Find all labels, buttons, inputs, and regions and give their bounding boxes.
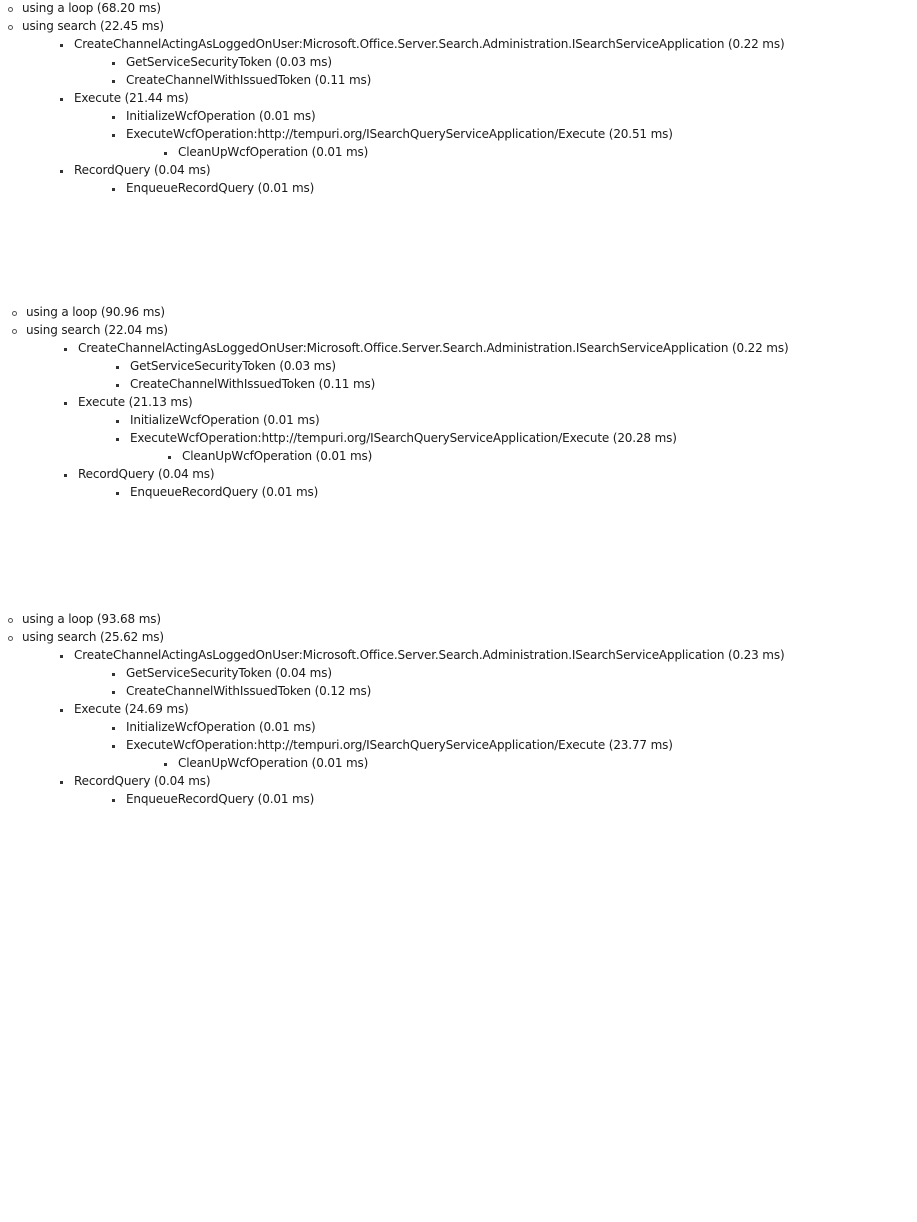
square-bullet-icon	[64, 474, 67, 477]
square-bullet-icon	[60, 44, 63, 47]
get-token-timing-label: GetServiceSecurityToken (0.04 ms)	[126, 666, 332, 680]
square-bullet-icon	[116, 492, 119, 495]
square-bullet-icon	[112, 727, 115, 730]
square-bullet-icon	[60, 98, 63, 101]
square-bullet-icon	[112, 799, 115, 802]
cleanup-timing-label: CleanUpWcfOperation (0.01 ms)	[178, 145, 369, 159]
square-bullet-icon	[164, 152, 167, 155]
execute-wcf-timing-label: ExecuteWcfOperation:http://tempuri.org/ISearchQueryServiceApplication/Execute (20.28 ms)	[130, 431, 677, 445]
execute-wcf-timing-label: ExecuteWcfOperation:http://tempuri.org/ISearchQueryServiceApplication/Execute (20.51 ms)	[126, 127, 673, 141]
cleanup-timing-label: CleanUpWcfOperation (0.01 ms)	[182, 449, 373, 463]
record-query-timing-label: RecordQuery (0.04 ms)	[74, 774, 211, 788]
square-bullet-icon	[112, 80, 115, 83]
create-channel-timing-label: CreateChannelActingAsLoggedOnUser:Microsoft.Office.Server.Search.Administration.ISearchServiceApplication (0.23 ms)	[74, 648, 785, 662]
open-bullet-icon	[12, 329, 17, 334]
create-channel-issued-timing-label: CreateChannelWithIssuedToken (0.11 ms)	[130, 377, 376, 391]
get-token-timing-label: GetServiceSecurityToken (0.03 ms)	[130, 359, 336, 373]
initialize-timing-label: InitializeWcfOperation (0.01 ms)	[126, 720, 316, 734]
square-bullet-icon	[64, 348, 67, 351]
initialize-timing-label: InitializeWcfOperation (0.01 ms)	[126, 109, 316, 123]
square-bullet-icon	[112, 188, 115, 191]
square-bullet-icon	[112, 134, 115, 137]
search-timing-label: using search (25.62 ms)	[22, 630, 164, 644]
execute-timing-label: Execute (21.44 ms)	[74, 91, 189, 105]
square-bullet-icon	[164, 763, 167, 766]
square-bullet-icon	[112, 691, 115, 694]
get-token-timing-label: GetServiceSecurityToken (0.03 ms)	[126, 55, 332, 69]
enqueue-timing-label: EnqueueRecordQuery (0.01 ms)	[126, 792, 315, 806]
open-bullet-icon	[8, 636, 13, 641]
loop-timing-label: using a loop (93.68 ms)	[22, 612, 161, 626]
square-bullet-icon	[116, 438, 119, 441]
record-query-timing-label: RecordQuery (0.04 ms)	[78, 467, 215, 481]
square-bullet-icon	[112, 745, 115, 748]
search-timing-label: using search (22.04 ms)	[26, 323, 168, 337]
create-channel-issued-timing-label: CreateChannelWithIssuedToken (0.11 ms)	[126, 73, 372, 87]
square-bullet-icon	[60, 170, 63, 173]
enqueue-timing-label: EnqueueRecordQuery (0.01 ms)	[126, 181, 315, 195]
enqueue-timing-label: EnqueueRecordQuery (0.01 ms)	[130, 485, 319, 499]
loop-timing-label: using a loop (90.96 ms)	[26, 305, 165, 319]
square-bullet-icon	[60, 709, 63, 712]
create-channel-timing-label: CreateChannelActingAsLoggedOnUser:Microsoft.Office.Server.Search.Administration.ISearchServiceApplication (0.22 ms)	[78, 341, 789, 355]
open-bullet-icon	[12, 311, 17, 316]
square-bullet-icon	[60, 655, 63, 658]
initialize-timing-label: InitializeWcfOperation (0.01 ms)	[130, 413, 320, 427]
record-query-timing-label: RecordQuery (0.04 ms)	[74, 163, 211, 177]
execute-wcf-timing-label: ExecuteWcfOperation:http://tempuri.org/ISearchQueryServiceApplication/Execute (23.77 ms)	[126, 738, 673, 752]
square-bullet-icon	[112, 116, 115, 119]
square-bullet-icon	[64, 402, 67, 405]
square-bullet-icon	[60, 781, 63, 784]
open-bullet-icon	[8, 618, 13, 623]
execute-timing-label: Execute (21.13 ms)	[78, 395, 193, 409]
open-bullet-icon	[8, 7, 13, 12]
create-channel-issued-timing-label: CreateChannelWithIssuedToken (0.12 ms)	[126, 684, 372, 698]
square-bullet-icon	[112, 62, 115, 65]
search-timing-label: using search (22.45 ms)	[22, 19, 164, 33]
create-channel-timing-label: CreateChannelActingAsLoggedOnUser:Microsoft.Office.Server.Search.Administration.ISearchServiceApplication (0.22 ms)	[74, 37, 785, 51]
square-bullet-icon	[116, 366, 119, 369]
square-bullet-icon	[116, 420, 119, 423]
square-bullet-icon	[112, 673, 115, 676]
square-bullet-icon	[116, 384, 119, 387]
square-bullet-icon	[168, 456, 171, 459]
loop-timing-label: using a loop (68.20 ms)	[22, 1, 161, 15]
execute-timing-label: Execute (24.69 ms)	[74, 702, 189, 716]
cleanup-timing-label: CleanUpWcfOperation (0.01 ms)	[178, 756, 369, 770]
open-bullet-icon	[8, 25, 13, 30]
